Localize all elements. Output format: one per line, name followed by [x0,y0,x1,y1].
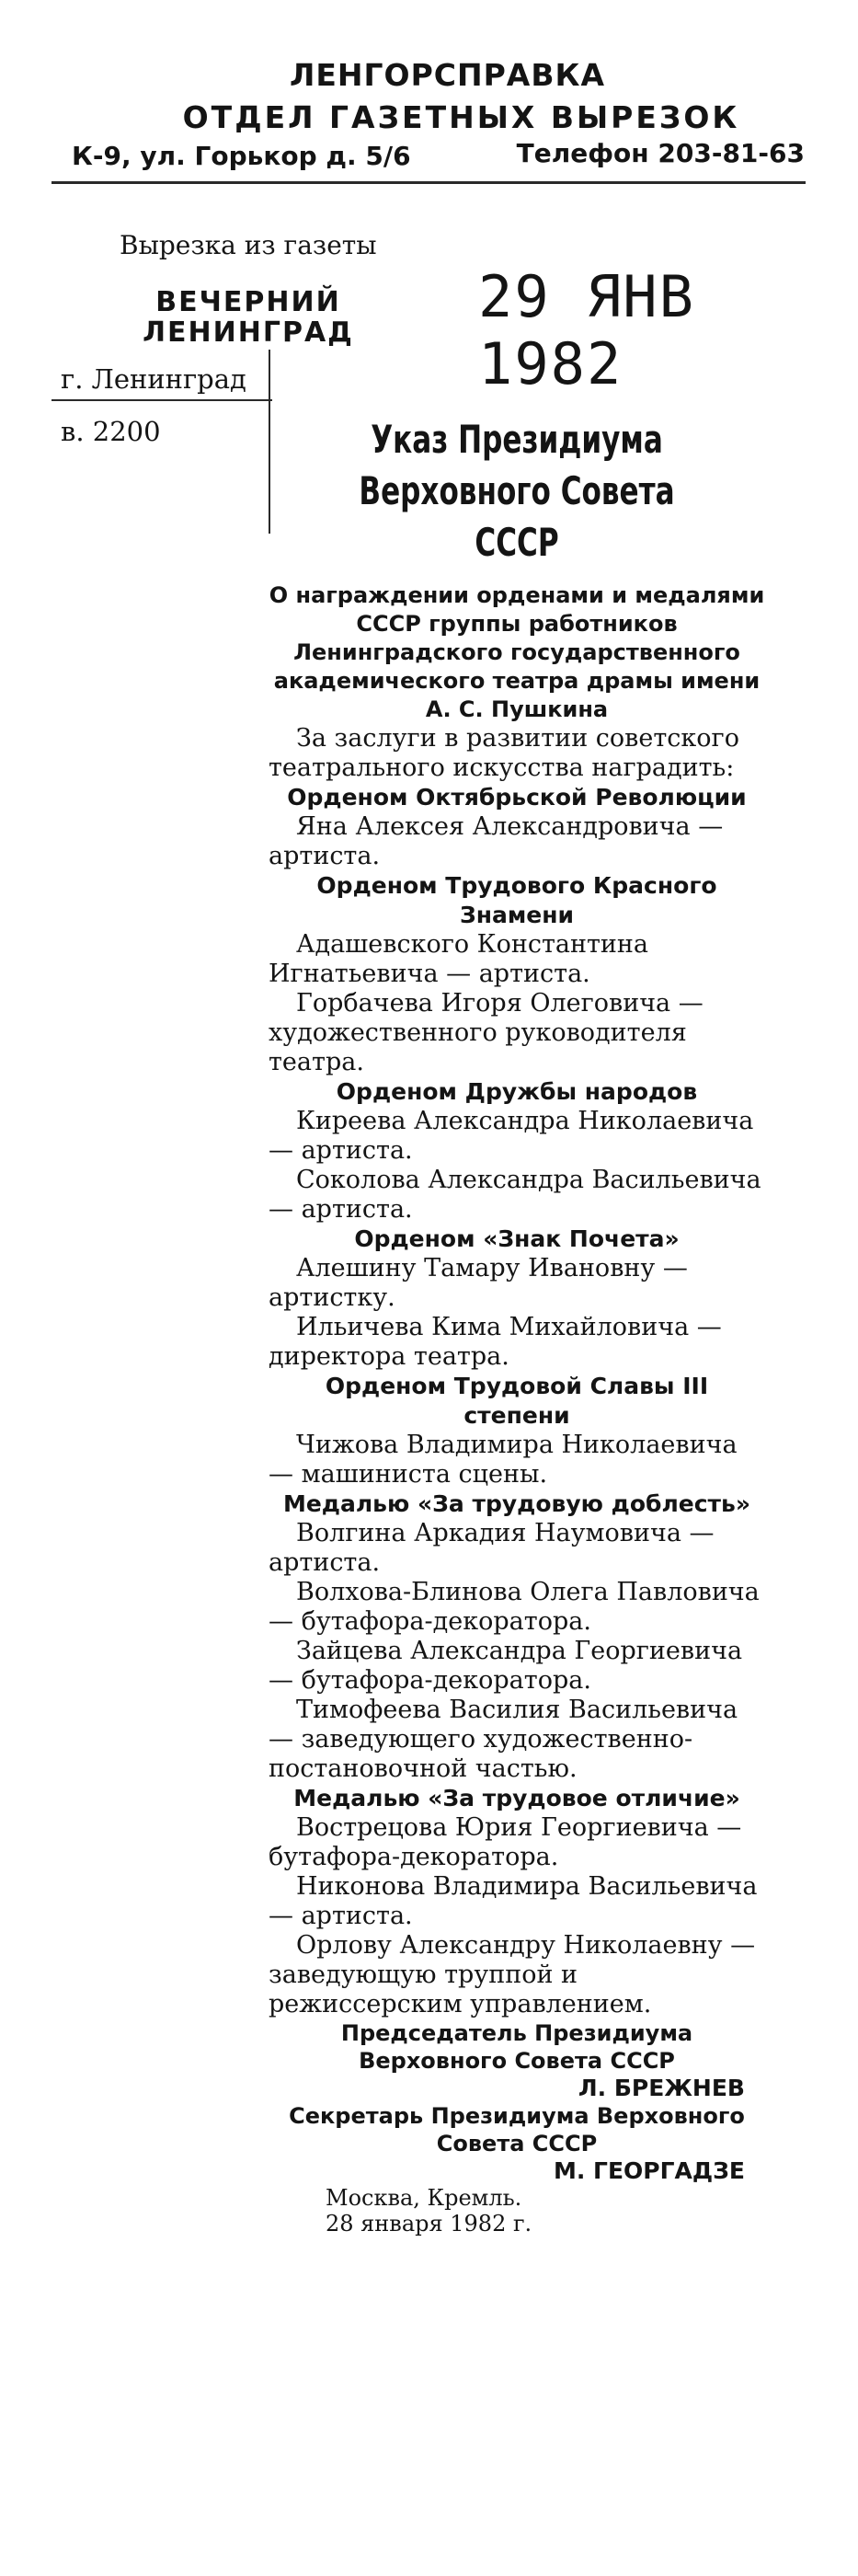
city-rule [51,399,272,401]
signatures [269,2019,765,2185]
awards-list [269,783,765,2019]
award-recipient: Алешину Тамару Ивановну — артистку. [269,1254,688,1312]
award-recipient: Орлову Александру Николаевну — заведующую труппой и режиссерским управлением. [269,1931,756,2018]
issue-number: в. 2200 [61,416,161,447]
award-title: Орденом Дружбы народов [336,1078,698,1105]
date-stamp: 29 ЯНВ 1982 [478,263,695,397]
award-recipient: Киреева Александра Николаевича — артиста. [269,1107,754,1165]
award-title: Медалью «За трудовую доблесть» [282,1490,751,1517]
award-recipient: Адашевского Константина Игнатьевича — артиста. [269,930,649,988]
agency-phone: Телефон 203-81-63 [516,138,805,168]
award-title: Медалью «За трудовое отличие» [293,1785,740,1811]
award-recipient: Волхова-Блинова Олега Павловича — бутафора-декоратора. [269,1578,760,1636]
award-recipient: Вострецова Юрия Георгиевича — бутафора-декоратора. [269,1813,742,1871]
city-label: г. Ленинград [61,363,246,395]
signatory-name: М. ГЕОРГАДЗЕ [553,2157,745,2184]
award-recipient: Горбачева Игоря Олеговича — художественного руководителя театра. [269,989,704,1076]
award-recipient: Зайцева Александра Георгиевича — бутафора-декоратора. [269,1637,743,1695]
award-recipient: Волгина Аркадия Наумовича — артиста. [269,1519,715,1577]
agency-address: К-9, ул. Горькор д. 5/6 [72,141,411,171]
award-recipient: Никонова Владимира Васильевича — артиста. [269,1872,758,1930]
intro-text: За заслуги в развитии советского театрального искусства наградить: [269,724,739,782]
award-title: Орденом Октябрьской Революции [287,784,747,811]
award-title: Орденом Трудового Красного Знамени [316,872,717,928]
subheadline: О награждении орденами и медалями СССР группы работников Ленинградского государственного академического театра драмы имени А. С. Пушкина [269,582,765,722]
headline: Указ Президиума Верховного Совета СССР [359,417,675,565]
award-recipient: Тимофеева Василия Васильевича — заведующего художественно-постановочной частью. [269,1696,738,1783]
newspaper-name: ВЕЧЕРНИЙ ЛЕНИНГРАД [143,286,354,349]
decree-date: 28 января 1982 г. [326,2211,532,2237]
award-title: Орденом Трудовой Славы III степени [325,1373,709,1429]
decree-article [269,414,765,2237]
agency-name: ЛЕНГОРСПРАВКА [289,57,606,93]
award-title: Орденом «Знак Почета» [354,1225,680,1252]
department-name: ОТДЕЛ ГАЗЕТНЫХ ВЫРЕЗОК [182,99,740,135]
award-recipient: Соколова Александра Васильевича — артиста. [269,1166,761,1224]
header-rule [51,181,806,184]
signatory-position: Секретарь Президиума Верховного Совета СССР [289,2103,745,2156]
signatory-name: Л. БРЕЖНЕВ [578,2075,745,2101]
cut-from-label: Вырезка из газеты [120,230,377,260]
award-recipient: Яна Алексея Александровича — артиста. [269,812,724,870]
place: Москва, Кремль. [326,2185,522,2211]
award-recipient: Ильичева Кима Михайловича — директора театра. [269,1313,722,1371]
signatory-position: Председатель Президиума Верховного Совета СССР [340,2020,693,2074]
award-recipient: Чижова Владимира Николаевича — машиниста сцены. [269,1431,738,1489]
